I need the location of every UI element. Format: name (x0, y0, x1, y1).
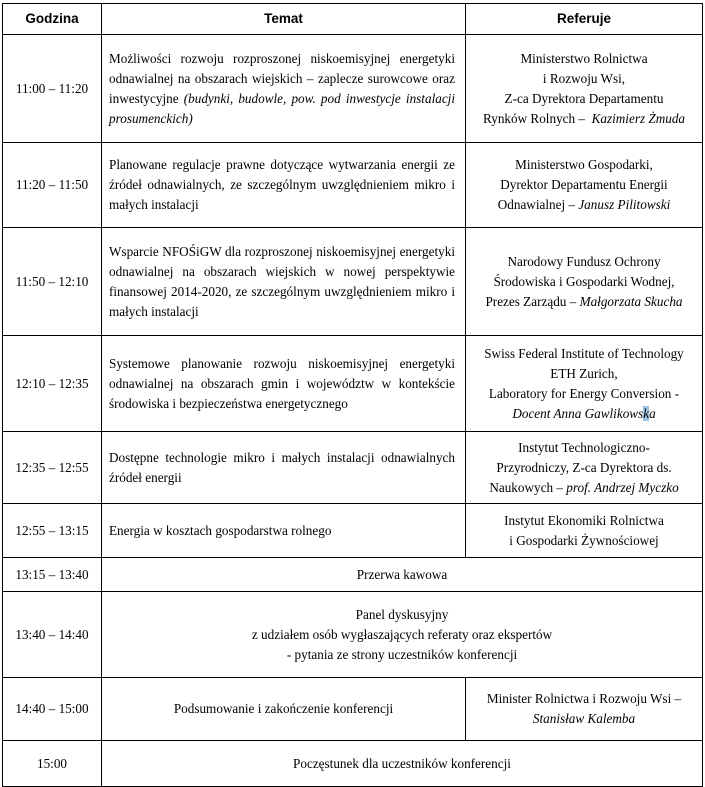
header-speaker: Referuje (466, 4, 703, 35)
agenda-table (2, 3, 703, 787)
topic-cell: Wsparcie NFOŚiGW dla rozproszonej niskoemisyjnej energetyki odnawialnej na obszarach wiejskich w nowej perspektywie finansowej 2014-2020, ze szczególnym uwzględnieniem mikro i małych instalacji (102, 228, 466, 336)
table-row (3, 558, 703, 592)
time-cell: 11:00 – 11:20 (3, 35, 102, 143)
panel-line: - pytania ze strony uczestników konferencji (286, 646, 518, 662)
speaker-line: Prezes Zarządu – (485, 293, 577, 309)
speaker-cell (466, 678, 703, 741)
text-selection-highlight: k (643, 405, 650, 421)
speaker-cell (466, 35, 703, 143)
topic-cell (102, 35, 466, 143)
speaker-name: Stanisław Kalemba (532, 711, 636, 726)
break-cell: Przerwa kawowa (102, 558, 703, 592)
panel-line: Panel dyskusyjny (355, 606, 449, 622)
speaker-line: i Rozwoju Wsi, (542, 70, 626, 86)
header-row (3, 4, 703, 35)
speaker-name: Małgorzata Skucha (579, 293, 683, 309)
speaker-cell (466, 432, 703, 504)
table-row (3, 741, 703, 787)
speaker-name: Kazimierz Żmuda (591, 110, 686, 126)
time-cell: 13:40 – 14:40 (3, 592, 102, 678)
time-cell: 12:35 – 12:55 (3, 432, 102, 504)
speaker-cell (466, 336, 703, 432)
speaker-line: Naukowych – (489, 479, 563, 495)
time-cell: 11:20 – 11:50 (3, 143, 102, 228)
topic-cell: Systemowe planowanie rozwoju niskoemisyjnej energetyki odnawialnej na obszarach gmin i województw w kontekście środowiska i bezpieczeństwa energetycznego (102, 336, 466, 432)
panel-line: z udziałem osób wygłaszających referaty oraz ekspertów (251, 626, 553, 642)
topic-text: Możliwości rozwoju rozproszonej niskoemisyjnej energetyki odnawialnej na obszarach wiejskich – zaplecze surowcowe oraz inwestycyjne (109, 50, 455, 106)
table-row (3, 35, 703, 143)
speaker-cell (466, 228, 703, 336)
speaker-line: Dyrektor Departamentu Energii (500, 177, 668, 192)
speaker-name (512, 406, 655, 421)
final-cell: Poczęstunek dla uczestników konferencji (102, 741, 703, 787)
time-cell: 12:10 – 12:35 (3, 336, 102, 432)
speaker-name-part: Docent Anna Gawlikows (512, 405, 644, 421)
speaker-line: Swiss Federal Institute of Technology (484, 345, 684, 361)
table-row (3, 678, 703, 741)
speaker-line: Ministerstwo Rolnictwa (520, 50, 648, 66)
table-row (3, 504, 703, 558)
speaker-line: Laboratory for Energy Conversion - (488, 385, 680, 401)
speaker-name-part: a (649, 405, 656, 421)
panel-cell (102, 592, 703, 678)
time-cell: 12:55 – 13:15 (3, 504, 102, 558)
topic-cell: Dostępne technologie mikro i małych instalacji odnawialnych źródeł energii (102, 432, 466, 504)
speaker-line: Odnawialnej – (497, 197, 576, 212)
speaker-line: Przyrodniczy, Z-ca Dyrektora ds. (496, 459, 672, 475)
time-cell: 13:15 – 13:40 (3, 558, 102, 592)
speaker-line: Instytut Ekonomiki Rolnictwa (504, 512, 664, 528)
topic-note: (budynki, budowle, pow. pod inwestycje instalacji prosumenckich) (109, 90, 456, 126)
speaker-line: Rynków Rolnych – (482, 110, 585, 126)
speaker-name: Janusz Pilitowski (578, 197, 671, 212)
topic-cell: Podsumowanie i zakończenie konferencji (102, 678, 466, 741)
header-time: Godzina (3, 4, 102, 35)
time-cell: 11:50 – 12:10 (3, 228, 102, 336)
speaker-line: i Gospodarki Żywnościowej (509, 532, 659, 548)
speaker-name: prof. Andrzej Myczko (566, 479, 679, 495)
speaker-line: Z-ca Dyrektora Departamentu (504, 90, 664, 106)
speaker-line: Środowiska i Gospodarki Wodnej, (493, 273, 675, 289)
speaker-cell (466, 504, 703, 558)
speaker-line: Minister Rolnictwa i Rozwoju Wsi – (486, 691, 682, 706)
table-row (3, 432, 703, 504)
topic-cell: Planowane regulacje prawne dotyczące wytwarzania energii ze źródeł odnawialnych, ze szczególnym uwzględnieniem mikro i małych instalacji (102, 143, 466, 228)
table-row (3, 143, 703, 228)
speaker-line: Ministerstwo Gospodarki, (515, 157, 653, 172)
time-cell: 14:40 – 15:00 (3, 678, 102, 741)
table-row (3, 592, 703, 678)
speaker-line: ETH Zurich, (550, 365, 618, 381)
table-row (3, 228, 703, 336)
speaker-cell (466, 143, 703, 228)
header-topic: Temat (102, 4, 466, 35)
speaker-line: Instytut Technologiczno- (518, 439, 650, 455)
speaker-line: Narodowy Fundusz Ochrony (507, 253, 661, 269)
topic-cell: Energia w kosztach gospodarstwa rolnego (102, 504, 466, 558)
time-cell: 15:00 (3, 741, 102, 787)
table-row (3, 336, 703, 432)
